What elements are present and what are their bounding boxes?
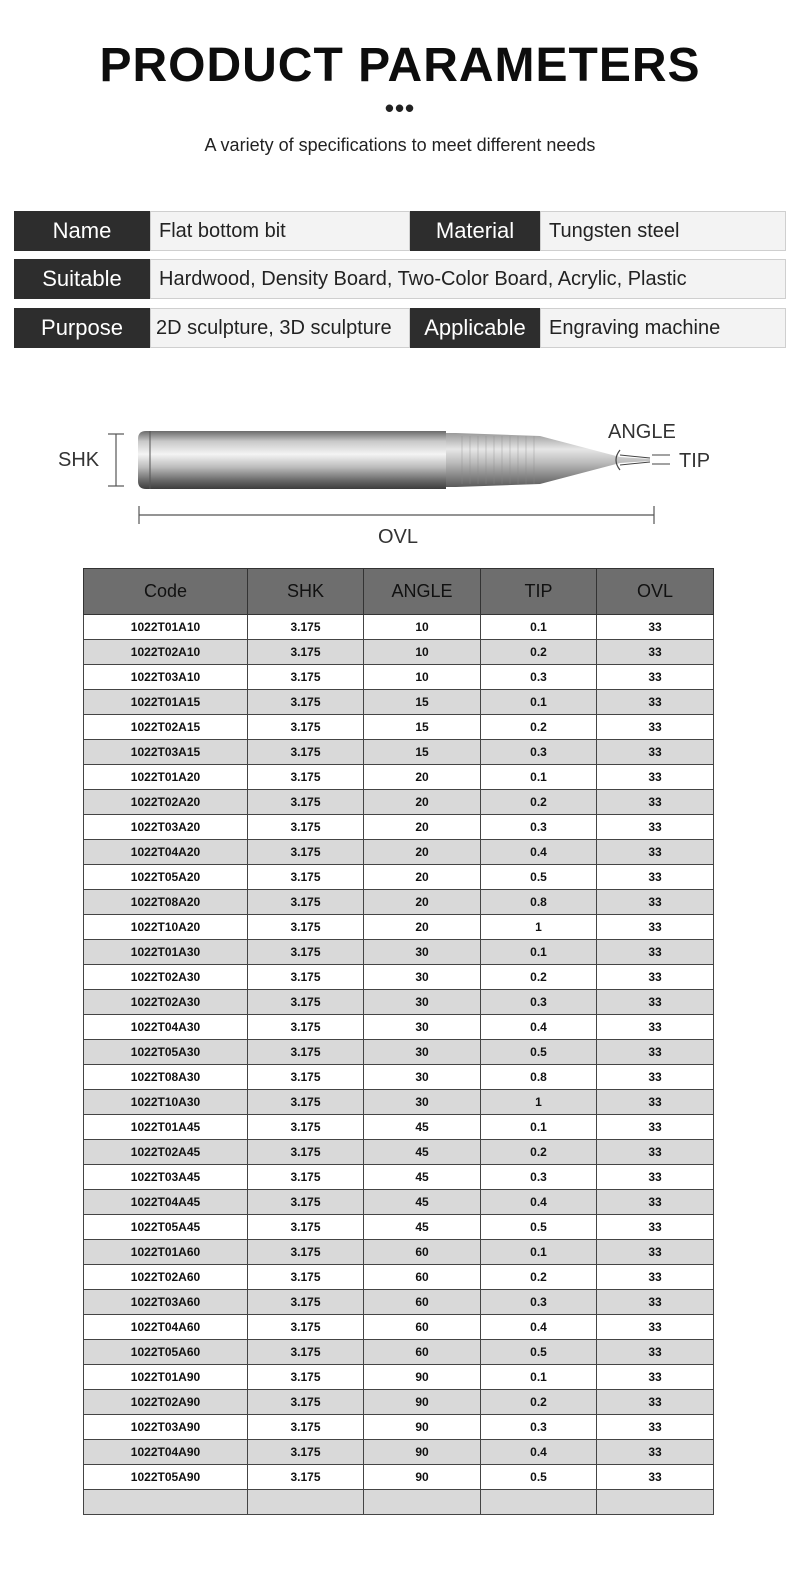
cell-tip: 0.3 xyxy=(481,815,597,840)
cell-tip: 0.1 xyxy=(481,765,597,790)
cell-code: 1022T10A30 xyxy=(84,1090,248,1115)
table-row xyxy=(84,640,714,665)
cell-angle: 90 xyxy=(364,1365,481,1390)
cell-angle: 20 xyxy=(364,790,481,815)
cell-shk: 3.175 xyxy=(248,1340,364,1365)
cell-code: 1022T03A60 xyxy=(84,1290,248,1315)
cell-code: 1022T03A15 xyxy=(84,740,248,765)
cell-shk: 3.175 xyxy=(248,1365,364,1390)
name-label: Name xyxy=(14,211,150,251)
cell-code: 1022T01A90 xyxy=(84,1365,248,1390)
cell-angle: 20 xyxy=(364,840,481,865)
table-row xyxy=(84,1140,714,1165)
cell-ovl: 33 xyxy=(597,790,714,815)
cell-shk: 3.175 xyxy=(248,940,364,965)
cell-shk: 3.175 xyxy=(248,815,364,840)
cell-code: 1022T05A90 xyxy=(84,1465,248,1490)
table-row xyxy=(84,1290,714,1315)
cell-shk: 3.175 xyxy=(248,790,364,815)
cell-empty xyxy=(364,1490,481,1515)
cell-angle: 10 xyxy=(364,665,481,690)
cell-ovl: 33 xyxy=(597,665,714,690)
cell-code: 1022T02A30 xyxy=(84,965,248,990)
cell-tip: 0.5 xyxy=(481,1340,597,1365)
table-row xyxy=(84,1065,714,1090)
cell-angle: 20 xyxy=(364,915,481,940)
col-header-tip: TIP xyxy=(481,569,597,615)
cell-tip: 0.5 xyxy=(481,1215,597,1240)
cell-ovl: 33 xyxy=(597,1065,714,1090)
cell-empty xyxy=(84,1490,248,1515)
cell-shk: 3.175 xyxy=(248,965,364,990)
table-body xyxy=(84,615,714,1515)
param-row-name xyxy=(14,211,786,251)
cell-ovl: 33 xyxy=(597,1365,714,1390)
shk-bracket xyxy=(108,434,124,486)
cell-angle: 90 xyxy=(364,1465,481,1490)
cell-shk: 3.175 xyxy=(248,1465,364,1490)
cell-ovl: 33 xyxy=(597,1240,714,1265)
cell-tip: 0.5 xyxy=(481,865,597,890)
cell-ovl: 33 xyxy=(597,1165,714,1190)
name-value: Flat bottom bit xyxy=(150,211,410,251)
cell-tip: 0.2 xyxy=(481,1265,597,1290)
cell-shk: 3.175 xyxy=(248,990,364,1015)
table-row xyxy=(84,1315,714,1340)
table-row xyxy=(84,615,714,640)
cell-shk: 3.175 xyxy=(248,840,364,865)
cell-ovl: 33 xyxy=(597,1440,714,1465)
table-row xyxy=(84,790,714,815)
table-row xyxy=(84,1390,714,1415)
table-row xyxy=(84,840,714,865)
cell-tip: 0.2 xyxy=(481,640,597,665)
cell-ovl: 33 xyxy=(597,840,714,865)
cell-tip: 0.3 xyxy=(481,740,597,765)
cell-shk: 3.175 xyxy=(248,1415,364,1440)
cell-code: 1022T03A45 xyxy=(84,1165,248,1190)
bit-diagram xyxy=(0,410,800,560)
cell-code: 1022T01A45 xyxy=(84,1115,248,1140)
cell-tip: 0.1 xyxy=(481,690,597,715)
cell-code: 1022T03A10 xyxy=(84,665,248,690)
cell-code: 1022T02A60 xyxy=(84,1265,248,1290)
cell-code: 1022T02A45 xyxy=(84,1140,248,1165)
cell-angle: 60 xyxy=(364,1340,481,1365)
cell-shk: 3.175 xyxy=(248,890,364,915)
cell-shk: 3.175 xyxy=(248,1265,364,1290)
cell-angle: 20 xyxy=(364,765,481,790)
cell-angle: 60 xyxy=(364,1265,481,1290)
cell-ovl: 33 xyxy=(597,1465,714,1490)
table-row xyxy=(84,1215,714,1240)
cell-ovl: 33 xyxy=(597,690,714,715)
cell-angle: 20 xyxy=(364,890,481,915)
cell-shk: 3.175 xyxy=(248,1115,364,1140)
cell-angle: 45 xyxy=(364,1190,481,1215)
cell-angle: 45 xyxy=(364,1165,481,1190)
material-value: Tungsten steel xyxy=(540,211,786,251)
cell-tip: 0.1 xyxy=(481,1240,597,1265)
cell-angle: 30 xyxy=(364,1040,481,1065)
cell-shk: 3.175 xyxy=(248,1390,364,1415)
table-row xyxy=(84,890,714,915)
cell-tip: 0.3 xyxy=(481,1290,597,1315)
cell-tip: 0.8 xyxy=(481,890,597,915)
cell-angle: 10 xyxy=(364,640,481,665)
cell-tip: 0.4 xyxy=(481,1015,597,1040)
cell-ovl: 33 xyxy=(597,1090,714,1115)
cell-shk: 3.175 xyxy=(248,690,364,715)
cell-code: 1022T02A20 xyxy=(84,790,248,815)
cell-code: 1022T02A90 xyxy=(84,1390,248,1415)
cell-tip: 0.3 xyxy=(481,1415,597,1440)
cell-code: 1022T02A30 xyxy=(84,990,248,1015)
cell-angle: 60 xyxy=(364,1290,481,1315)
table-row xyxy=(84,1090,714,1115)
cell-tip: 0.2 xyxy=(481,715,597,740)
cell-code: 1022T05A20 xyxy=(84,865,248,890)
cell-shk: 3.175 xyxy=(248,1440,364,1465)
cell-tip: 0.3 xyxy=(481,1165,597,1190)
table-row xyxy=(84,665,714,690)
cell-shk: 3.175 xyxy=(248,1015,364,1040)
cell-code: 1022T04A45 xyxy=(84,1190,248,1215)
cell-code: 1022T01A30 xyxy=(84,940,248,965)
cell-ovl: 33 xyxy=(597,1315,714,1340)
table-row xyxy=(84,715,714,740)
cell-tip: 0.1 xyxy=(481,1365,597,1390)
cell-code: 1022T05A45 xyxy=(84,1215,248,1240)
cell-code: 1022T04A60 xyxy=(84,1315,248,1340)
table-row xyxy=(84,765,714,790)
cell-shk: 3.175 xyxy=(248,615,364,640)
cell-shk: 3.175 xyxy=(248,915,364,940)
suitable-value: Hardwood, Density Board, Two-Color Board, Acrylic, Plastic xyxy=(150,259,786,299)
table-row xyxy=(84,690,714,715)
material-label: Material xyxy=(410,211,540,251)
table-row xyxy=(84,1465,714,1490)
cell-angle: 45 xyxy=(364,1215,481,1240)
cell-shk: 3.175 xyxy=(248,665,364,690)
cell-angle: 20 xyxy=(364,865,481,890)
cell-code: 1022T05A60 xyxy=(84,1340,248,1365)
cell-ovl: 33 xyxy=(597,1415,714,1440)
cell-code: 1022T10A20 xyxy=(84,915,248,940)
cell-shk: 3.175 xyxy=(248,1090,364,1115)
cell-code: 1022T01A15 xyxy=(84,690,248,715)
col-header-shk: SHK xyxy=(248,569,364,615)
cell-tip: 0.4 xyxy=(481,1315,597,1340)
cell-code: 1022T01A10 xyxy=(84,615,248,640)
cell-tip: 1 xyxy=(481,1090,597,1115)
cell-tip: 1 xyxy=(481,915,597,940)
cell-angle: 15 xyxy=(364,740,481,765)
cell-code: 1022T01A60 xyxy=(84,1240,248,1265)
cell-tip: 0.1 xyxy=(481,1115,597,1140)
cell-tip: 0.2 xyxy=(481,965,597,990)
cell-ovl: 33 xyxy=(597,890,714,915)
cell-shk: 3.175 xyxy=(248,1190,364,1215)
table-row xyxy=(84,940,714,965)
table-row xyxy=(84,815,714,840)
cell-ovl: 33 xyxy=(597,990,714,1015)
cell-angle: 30 xyxy=(364,1015,481,1040)
table-row xyxy=(84,1190,714,1215)
cell-ovl: 33 xyxy=(597,1190,714,1215)
cell-angle: 30 xyxy=(364,940,481,965)
cell-shk: 3.175 xyxy=(248,1040,364,1065)
table-row xyxy=(84,1015,714,1040)
cell-ovl: 33 xyxy=(597,1340,714,1365)
cell-tip: 0.8 xyxy=(481,1065,597,1090)
tip-label: TIP xyxy=(679,450,711,472)
cell-empty xyxy=(481,1490,597,1515)
table-row xyxy=(84,965,714,990)
table-row xyxy=(84,1415,714,1440)
cell-shk: 3.175 xyxy=(248,1215,364,1240)
cell-empty xyxy=(597,1490,714,1515)
table-row xyxy=(84,1340,714,1365)
table-row xyxy=(84,1165,714,1190)
cell-code: 1022T03A20 xyxy=(84,815,248,840)
cell-shk: 3.175 xyxy=(248,740,364,765)
cell-ovl: 33 xyxy=(597,1390,714,1415)
cell-shk: 3.175 xyxy=(248,1140,364,1165)
table-row xyxy=(84,1040,714,1065)
cell-angle: 60 xyxy=(364,1240,481,1265)
cell-shk: 3.175 xyxy=(248,765,364,790)
cell-shk: 3.175 xyxy=(248,865,364,890)
cell-tip: 0.3 xyxy=(481,990,597,1015)
cell-code: 1022T04A90 xyxy=(84,1440,248,1465)
cell-angle: 30 xyxy=(364,965,481,990)
cell-ovl: 33 xyxy=(597,615,714,640)
cell-angle: 30 xyxy=(364,990,481,1015)
cell-angle: 90 xyxy=(364,1440,481,1465)
cell-shk: 3.175 xyxy=(248,1315,364,1340)
cell-ovl: 33 xyxy=(597,1290,714,1315)
cell-angle: 90 xyxy=(364,1415,481,1440)
tip-marker xyxy=(652,455,670,464)
cell-shk: 3.175 xyxy=(248,1240,364,1265)
page-subtitle: A variety of specifications to meet different needs xyxy=(204,135,596,155)
table-row xyxy=(84,1240,714,1265)
cell-ovl: 33 xyxy=(597,640,714,665)
applicable-value: Engraving machine xyxy=(540,308,786,348)
cell-empty xyxy=(248,1490,364,1515)
table-row xyxy=(84,915,714,940)
purpose-label: Purpose xyxy=(14,308,150,348)
cell-ovl: 33 xyxy=(597,940,714,965)
cell-angle: 15 xyxy=(364,715,481,740)
cell-tip: 0.4 xyxy=(481,1440,597,1465)
col-header-ovl: OVL xyxy=(597,569,714,615)
cell-shk: 3.175 xyxy=(248,1165,364,1190)
cell-ovl: 33 xyxy=(597,1140,714,1165)
cell-tip: 0.5 xyxy=(481,1465,597,1490)
table-header-row xyxy=(84,569,714,615)
cell-tip: 0.4 xyxy=(481,1190,597,1215)
cell-shk: 3.175 xyxy=(248,1290,364,1315)
cell-ovl: 33 xyxy=(597,1040,714,1065)
cell-angle: 10 xyxy=(364,615,481,640)
cell-ovl: 33 xyxy=(597,815,714,840)
bit-shank xyxy=(138,431,446,489)
cell-angle: 20 xyxy=(364,815,481,840)
angle-label: ANGLE xyxy=(608,421,676,443)
cell-tip: 0.5 xyxy=(481,1040,597,1065)
cell-tip: 0.1 xyxy=(481,940,597,965)
cell-code: 1022T02A15 xyxy=(84,715,248,740)
table-row xyxy=(84,740,714,765)
title-dots: ••• xyxy=(384,93,416,123)
cell-ovl: 33 xyxy=(597,965,714,990)
table-row xyxy=(84,990,714,1015)
cell-angle: 60 xyxy=(364,1315,481,1340)
table-row xyxy=(84,865,714,890)
cell-code: 1022T08A20 xyxy=(84,890,248,915)
table-row xyxy=(84,1115,714,1140)
cell-angle: 30 xyxy=(364,1065,481,1090)
col-header-code: Code xyxy=(84,569,248,615)
cell-ovl: 33 xyxy=(597,865,714,890)
cell-ovl: 33 xyxy=(597,765,714,790)
cell-code: 1022T05A30 xyxy=(84,1040,248,1065)
cell-ovl: 33 xyxy=(597,1215,714,1240)
cell-angle: 90 xyxy=(364,1390,481,1415)
table-row xyxy=(84,1365,714,1390)
applicable-label: Applicable xyxy=(410,308,540,348)
bit-neck xyxy=(446,433,456,487)
cell-tip: 0.2 xyxy=(481,1140,597,1165)
specs-table xyxy=(83,568,714,1515)
cell-code: 1022T04A30 xyxy=(84,1015,248,1040)
shk-label: SHK xyxy=(58,449,100,471)
cell-tip: 0.2 xyxy=(481,1390,597,1415)
cell-ovl: 33 xyxy=(597,740,714,765)
col-header-angle: ANGLE xyxy=(364,569,481,615)
cell-tip: 0.4 xyxy=(481,840,597,865)
cell-shk: 3.175 xyxy=(248,640,364,665)
cell-code: 1022T01A20 xyxy=(84,765,248,790)
suitable-label: Suitable xyxy=(14,259,150,299)
table-row-empty xyxy=(84,1490,714,1515)
page-title: PRODUCT PARAMETERS xyxy=(99,39,701,92)
cell-ovl: 33 xyxy=(597,1265,714,1290)
cell-code: 1022T04A20 xyxy=(84,840,248,865)
table-row xyxy=(84,1440,714,1465)
cell-shk: 3.175 xyxy=(248,1065,364,1090)
cell-code: 1022T03A90 xyxy=(84,1415,248,1440)
cell-angle: 30 xyxy=(364,1090,481,1115)
cell-angle: 15 xyxy=(364,690,481,715)
cell-tip: 0.1 xyxy=(481,615,597,640)
cell-ovl: 33 xyxy=(597,915,714,940)
ovl-label: OVL xyxy=(378,526,419,548)
cell-angle: 45 xyxy=(364,1115,481,1140)
cell-code: 1022T08A30 xyxy=(84,1065,248,1090)
cell-tip: 0.3 xyxy=(481,665,597,690)
cell-ovl: 33 xyxy=(597,1115,714,1140)
cell-ovl: 33 xyxy=(597,715,714,740)
table-row xyxy=(84,1265,714,1290)
cell-ovl: 33 xyxy=(597,1015,714,1040)
param-row-purpose xyxy=(14,308,786,348)
param-row-suitable xyxy=(14,259,786,299)
cell-tip: 0.2 xyxy=(481,790,597,815)
cell-code: 1022T02A10 xyxy=(84,640,248,665)
cell-shk: 3.175 xyxy=(248,715,364,740)
cell-angle: 45 xyxy=(364,1140,481,1165)
purpose-value: 2D sculpture, 3D sculpture xyxy=(150,308,410,348)
ovl-dimension xyxy=(139,506,654,524)
